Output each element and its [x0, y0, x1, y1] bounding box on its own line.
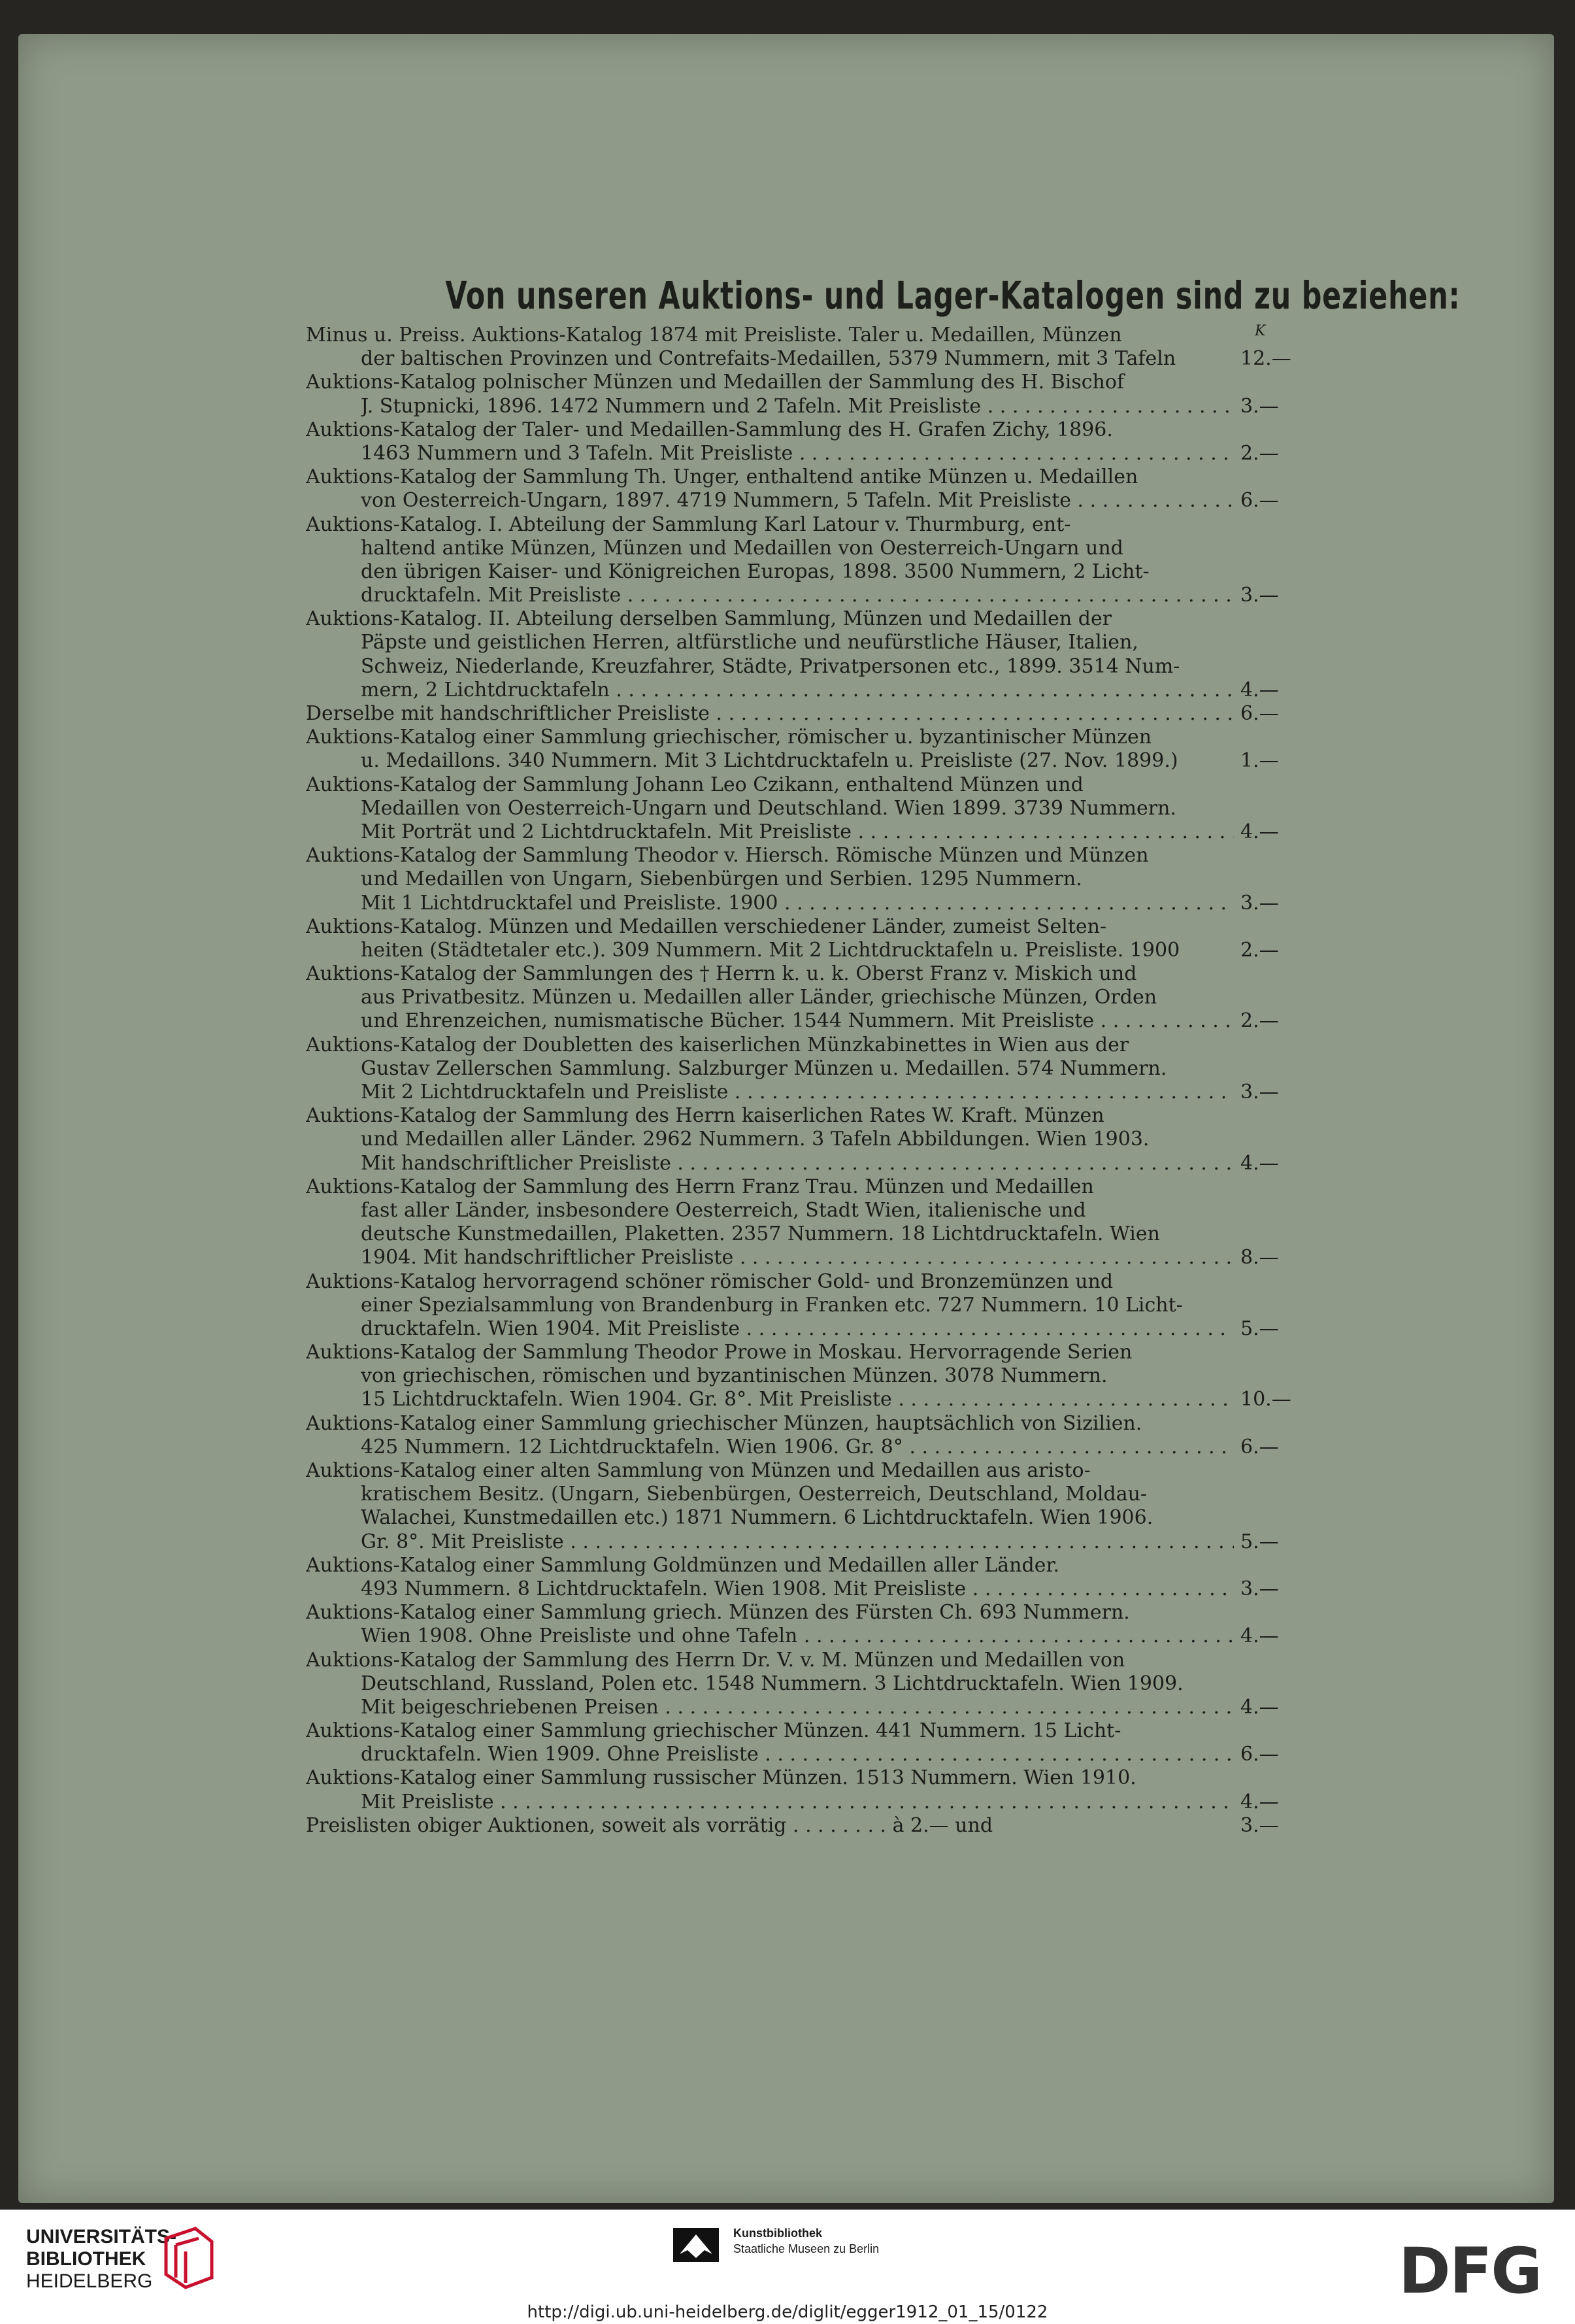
- catalog-line: [306, 1270, 1306, 1294]
- catalog-line: [306, 1294, 1306, 1317]
- catalog-line: [306, 1625, 1306, 1648]
- catalog-line: [306, 560, 1306, 584]
- catalog-line: [306, 797, 1306, 820]
- catalog-line-text: haltend antike Münzen, Münzen und Medaillen von Oesterreich-Ungarn und: [361, 536, 1123, 560]
- catalog-line-text: Mit 1 Lichtdrucktafel und Preisliste. 1900 . . .: [361, 892, 1234, 915]
- catalog-line-text: 425 Nummern. 12 Lichtdrucktafeln. Wien 1906. Gr. 8° . . .: [361, 1436, 1234, 1459]
- catalog-line-price: 4.—: [1240, 1151, 1279, 1175]
- catalog-line-text: u. Medaillons. 340 Nummern. Mit 3 Lichtdrucktafeln u. Preisliste (27. Nov. 1899.): [361, 749, 1178, 773]
- catalog-line: [306, 1364, 1306, 1388]
- catalog-line-price: 5.—: [1240, 1530, 1279, 1553]
- catalog-line-price: 2.—: [1240, 441, 1279, 465]
- catalog-line-price: 10.—: [1240, 1388, 1291, 1411]
- catalog-line: [306, 442, 1306, 465]
- catalog-line: [306, 773, 1306, 797]
- catalog-line-text: einer Spezialsammlung von Brandenburg in Franken etc. 727 Nummern. 10 Licht-: [361, 1293, 1183, 1317]
- catalog-line-text: Mit handschriftlicher Preisliste . . .: [361, 1152, 1234, 1175]
- catalog-line-text: Mit beigeschriebenen Preisen . . .: [361, 1696, 1234, 1719]
- catalog-entry-list: [306, 324, 1306, 1838]
- catalog-line-text: 493 Nummern. 8 Lichtdrucktafeln. Wien 1908. Mit Preisliste . . .: [361, 1577, 1234, 1601]
- catalog-line: [306, 1081, 1306, 1104]
- catalog-line-text: drucktafeln. Wien 1909. Ohne Preisliste . . .: [361, 1743, 1234, 1766]
- catalog-line-price: 4.—: [1240, 678, 1279, 701]
- catalog-line: [306, 1341, 1306, 1364]
- catalog-line: [306, 1791, 1306, 1814]
- catalog-line-text: Auktions-Katalog einer Sammlung griechischer, römischer u. byzantinischer Münzen: [306, 726, 1152, 749]
- catalog-line: [306, 324, 1306, 347]
- catalog-line-text: drucktafeln. Mit Preisliste . . .: [361, 584, 1234, 607]
- catalog-line-text: Auktions-Katalog der Sammlung Th. Unger, enthaltend antike Münzen u. Medaillen: [306, 465, 1138, 489]
- catalog-line-text: Mit Porträt und 2 Lichtdrucktafeln. Mit Preisliste . . .: [361, 820, 1234, 844]
- catalog-line: [306, 1672, 1306, 1696]
- catalog-line-text: Auktions-Katalog der Sammlung des Herrn kaiserlichen Rates W. Kraft. Münzen: [306, 1104, 1104, 1128]
- catalog-line: [306, 1128, 1306, 1151]
- catalog-line-price: 3.—: [1240, 1813, 1279, 1837]
- catalog-line: [306, 1412, 1306, 1436]
- catalog-line-price: 4.—: [1240, 1790, 1279, 1813]
- catalog-line: [306, 584, 1306, 607]
- catalog-line-text: heiten (Städtetaler etc.). 309 Nummern. Mit 2 Lichtdrucktafeln u. Preisliste. 1900: [361, 938, 1180, 962]
- catalog-line-price: 2.—: [1240, 1009, 1279, 1033]
- catalog-line: [306, 726, 1306, 749]
- catalog-line: [306, 631, 1306, 654]
- catalog-line: [306, 371, 1306, 394]
- catalog-line-text: Deutschland, Russland, Polen etc. 1548 Nummern. 3 Lichtdrucktafeln. Wien 1909.: [361, 1672, 1184, 1695]
- catalog-line-text: und Medaillen aller Länder. 2962 Nummern. 3 Tafeln Abbildungen. Wien 1903.: [361, 1128, 1150, 1151]
- catalog-line: [306, 347, 1306, 371]
- catalog-line-text: aus Privatbesitz. Münzen u. Medaillen aller Länder, griechische Münzen, Orden: [361, 986, 1157, 1009]
- catalog-line-text: Mit Preisliste . . .: [361, 1791, 1234, 1814]
- catalog-line: [306, 1506, 1306, 1530]
- catalog-line-text: Minus u. Preiss. Auktions-Katalog 1874 mit Preisliste. Taler u. Medaillen, Münzen: [306, 324, 1122, 346]
- catalog-line: [306, 1577, 1306, 1601]
- catalog-line-text: 1463 Nummern und 3 Tafeln. Mit Preisliste . . .: [361, 442, 1234, 465]
- catalog-line: [306, 1436, 1306, 1459]
- kb-name: Kunstbibliothek: [733, 2227, 822, 2240]
- catalog-line: [306, 1152, 1306, 1175]
- catalog-line: [306, 1388, 1306, 1411]
- catalog-line: [306, 844, 1306, 867]
- page-heading: Von unseren Auktions- und Lager-Katalogen sind zu beziehen:: [445, 273, 1461, 318]
- ub-logo-line-2: BIBLIOTHEK: [26, 2248, 146, 2270]
- catalog-line: [306, 1222, 1306, 1246]
- catalog-line: [306, 1009, 1306, 1033]
- catalog-line-text: Gr. 8°. Mit Preisliste . . .: [361, 1530, 1234, 1554]
- catalog-line-text: Derselbe mit handschriftlicher Preisliste . . .: [306, 702, 1234, 726]
- catalog-line: [306, 939, 1306, 962]
- catalog-line-text: Auktions-Katalog polnischer Münzen und Medaillen der Sammlung des H. Bischof: [306, 371, 1125, 394]
- catalog-line: [306, 1696, 1306, 1719]
- catalog-line-text: kratischem Besitz. (Ungarn, Siebenbürgen, Oesterreich, Deutschland, Moldau-: [361, 1483, 1148, 1506]
- catalog-line-text: Auktions-Katalog einer Sammlung griech. Münzen des Fürsten Ch. 693 Nummern.: [306, 1601, 1130, 1625]
- kb-subtitle: Staatliche Museen zu Berlin: [733, 2242, 880, 2255]
- catalog-line-text: Auktions-Katalog. Münzen und Medaillen verschiedener Länder, zumeist Selten-: [306, 915, 1107, 938]
- catalog-line: [306, 395, 1306, 418]
- catalog-line-price: 3.—: [1240, 584, 1279, 607]
- catalog-line-text: Auktions-Katalog einer Sammlung griechischer Münzen, hauptsächlich von Sizilien.: [306, 1411, 1142, 1435]
- catalog-line: [306, 1317, 1306, 1341]
- catalog-line: [306, 867, 1306, 891]
- catalog-line-text: Auktions-Katalog der Taler- und Medaillen-Sammlung des H. Grafen Zichy, 1896.: [306, 418, 1113, 441]
- catalog-line-text: Auktions-Katalog der Sammlung des Herrn Franz Trau. Münzen und Medaillen: [306, 1175, 1094, 1198]
- catalog-line-text: drucktafeln. Wien 1904. Mit Preisliste . . .: [361, 1317, 1234, 1341]
- permalink-url[interactable]: http://digi.ub.uni-heidelberg.de/diglit/egger1912_01_15/0122: [527, 2302, 1048, 2322]
- catalog-line: [306, 962, 1306, 986]
- catalog-line-price: 6.—: [1240, 1743, 1279, 1766]
- catalog-line-text: von Oesterreich-Ungarn, 1897. 4719 Nummern, 5 Tafeln. Mit Preisliste . . .: [361, 489, 1234, 513]
- dfg-logo[interactable]: DFG: [1399, 2234, 1542, 2308]
- catalog-line-price: 4.—: [1240, 1695, 1279, 1719]
- catalog-line-price: 6.—: [1240, 489, 1279, 513]
- catalog-line-text: Auktions-Katalog der Sammlung Theodor Prowe in Moskau. Hervorragende Serien: [306, 1341, 1133, 1364]
- catalog-line-text: Auktions-Katalog. II. Abteilung derselben Sammlung, Münzen und Medaillen der: [306, 607, 1112, 631]
- catalog-line-price: 4.—: [1240, 1625, 1279, 1648]
- catalog-line-price: 3.—: [1240, 394, 1279, 418]
- catalog-line: [306, 1743, 1306, 1766]
- catalog-line: [306, 537, 1306, 560]
- catalog-line-price: 3.—: [1240, 1577, 1279, 1600]
- catalog-line: [306, 1814, 1306, 1838]
- catalog-line-text: Wien 1908. Ohne Preisliste und ohne Tafeln . . .: [361, 1625, 1234, 1648]
- catalog-line-text: Auktions-Katalog der Sammlungen des † Herrn k. u. k. Oberst Franz v. Miskich und: [306, 962, 1137, 986]
- catalog-line-text: Auktions-Katalog der Sammlung Theodor v. Hiersch. Römische Münzen und Münzen: [306, 844, 1149, 867]
- kunstbibliothek-logo[interactable]: [673, 2225, 879, 2257]
- catalog-line-price: 6.—: [1240, 1435, 1279, 1458]
- catalog-line-price: 12.—: [1240, 347, 1291, 371]
- catalog-line: [306, 749, 1306, 773]
- catalog-line-price: 5.—: [1240, 1317, 1279, 1340]
- ub-heidelberg-logo[interactable]: [26, 2226, 176, 2293]
- catalog-line-price: 6.—: [1240, 702, 1279, 725]
- catalog-line: [306, 1483, 1306, 1506]
- catalog-line-text: Walachei, Kunstmedaillen etc.) 1871 Nummern. 6 Lichtdrucktafeln. Wien 1906.: [361, 1506, 1153, 1530]
- catalog-line: [306, 679, 1306, 702]
- catalog-line-text: Auktions-Katalog hervorragend schöner römischer Gold- und Bronzemünzen und: [306, 1270, 1114, 1293]
- catalog-line: [306, 1034, 1306, 1057]
- catalog-line-price: 1.—: [1240, 749, 1279, 773]
- catalog-line-text: und Medaillen von Ungarn, Siebenbürgen und Serbien. 1295 Nummern.: [361, 867, 1082, 891]
- catalog-line: [306, 702, 1306, 726]
- catalog-line: [306, 1459, 1306, 1483]
- catalog-line-text: Auktions-Katalog der Doubletten des kaiserlichen Münzkabinettes in Wien aus der: [306, 1033, 1129, 1056]
- catalog-line-text: den übrigen Kaiser- und Königreichen Europas, 1898. 3500 Nummern, 2 Licht-: [361, 560, 1150, 583]
- catalog-line-text: Auktions-Katalog einer alten Sammlung von Münzen und Medaillen aus aristo-: [306, 1459, 1091, 1482]
- catalog-line-text: Päpste und geistlichen Herren, altfürstliche und neufürstliche Häuser, Italien,: [361, 631, 1138, 654]
- catalog-line: [306, 607, 1306, 631]
- catalog-line: [306, 1766, 1306, 1790]
- catalog-line: [306, 489, 1306, 513]
- catalog-line-text: deutsche Kunstmedaillen, Plaketten. 2357 Nummern. 18 Lichtdrucktafeln. Wien: [361, 1222, 1160, 1246]
- catalog-line-text: der baltischen Provinzen und Contrefaits-Medaillen, 5379 Nummern, mit 3 Tafeln: [361, 347, 1176, 371]
- catalog-line-price: 2.—: [1240, 938, 1279, 962]
- ub-emblem-icon: [159, 2225, 218, 2291]
- catalog-line-text: Auktions-Katalog der Sammlung des Herrn Dr. V. v. M. Münzen und Medaillen von: [306, 1648, 1125, 1672]
- catalog-line-price: 8.—: [1240, 1246, 1279, 1270]
- catalog-line: [306, 655, 1306, 679]
- catalog-line-price: 4.—: [1240, 820, 1279, 843]
- catalog-line: [306, 986, 1306, 1009]
- catalog-line-text: Auktions-Katalog. I. Abteilung der Sammlung Karl Latour v. Thurmburg, ent-: [306, 513, 1071, 536]
- catalog-line-text: Auktions-Katalog einer Sammlung Goldmünzen und Medaillen aller Länder.: [306, 1553, 1060, 1577]
- catalog-line: [306, 1057, 1306, 1081]
- ub-logo-line-1: UNIVERSITÄTS-: [26, 2226, 177, 2248]
- ub-logo-line-3: HEIDELBERG: [26, 2270, 153, 2292]
- catalog-line: [306, 1199, 1306, 1222]
- catalog-line-text: und Ehrenzeichen, numismatische Bücher. 1544 Nummern. Mit Preisliste . . .: [361, 1009, 1234, 1033]
- catalog-line-text: Schweiz, Niederlande, Kreuzfahrer, Städte, Privatpersonen etc., 1899. 3514 Num-: [361, 654, 1180, 678]
- catalog-line: [306, 820, 1306, 844]
- catalog-line-text: Gustav Zellerschen Sammlung. Salzburger Münzen u. Medaillen. 574 Nummern.: [361, 1056, 1167, 1080]
- catalog-line: [306, 1175, 1306, 1199]
- catalog-line: [306, 465, 1306, 489]
- catalog-line: [306, 1530, 1306, 1554]
- catalog-line-text: mern, 2 Lichtdrucktafeln . . .: [361, 679, 1234, 702]
- catalog-line: [306, 1719, 1306, 1743]
- catalog-line-text: Preislisten obiger Auktionen, soweit als vorrätig . . . . . . . . à 2.— und: [306, 1813, 993, 1837]
- catalog-line-text: Auktions-Katalog einer Sammlung russischer Münzen. 1513 Nummern. Wien 1910.: [306, 1766, 1136, 1790]
- catalog-line: [306, 513, 1306, 537]
- catalog-line: [306, 915, 1306, 939]
- catalog-line: [306, 418, 1306, 442]
- catalog-line: [306, 1649, 1306, 1672]
- catalog-line-text: Mit 2 Lichtdrucktafeln und Preisliste . . .: [361, 1081, 1234, 1104]
- catalog-line: [306, 892, 1306, 915]
- catalog-line-text: J. Stupnicki, 1896. 1472 Nummern und 2 Tafeln. Mit Preisliste . . .: [361, 395, 1234, 418]
- catalog-line-text: fast aller Länder, insbesondere Oesterreich, Stadt Wien, italienische und: [361, 1198, 1086, 1222]
- catalog-line-text: 15 Lichtdrucktafeln. Wien 1904. Gr. 8°. Mit Preisliste . . .: [361, 1388, 1234, 1411]
- catalog-line-price: 3.—: [1240, 891, 1279, 915]
- catalog-line-text: von griechischen, römischen und byzantinischen Münzen. 3078 Nummern.: [361, 1364, 1108, 1388]
- catalog-line: [306, 1246, 1306, 1270]
- currency-mark: K: [1255, 323, 1266, 339]
- catalog-line-text: Medaillen von Oesterreich-Ungarn und Deutschland. Wien 1899. 3739 Nummern.: [361, 796, 1176, 820]
- catalog-line-text: 1904. Mit handschriftlicher Preisliste . . .: [361, 1246, 1234, 1270]
- catalog-line-price: 3.—: [1240, 1081, 1279, 1103]
- catalog-line-text: Auktions-Katalog einer Sammlung griechischer Münzen. 441 Nummern. 15 Licht-: [306, 1719, 1121, 1743]
- catalog-line: [306, 1601, 1306, 1625]
- catalog-line: [306, 1554, 1306, 1577]
- catalog-line: [306, 1104, 1306, 1128]
- catalog-line-text: Auktions-Katalog der Sammlung Johann Leo Czikann, enthaltend Münzen und: [306, 773, 1084, 796]
